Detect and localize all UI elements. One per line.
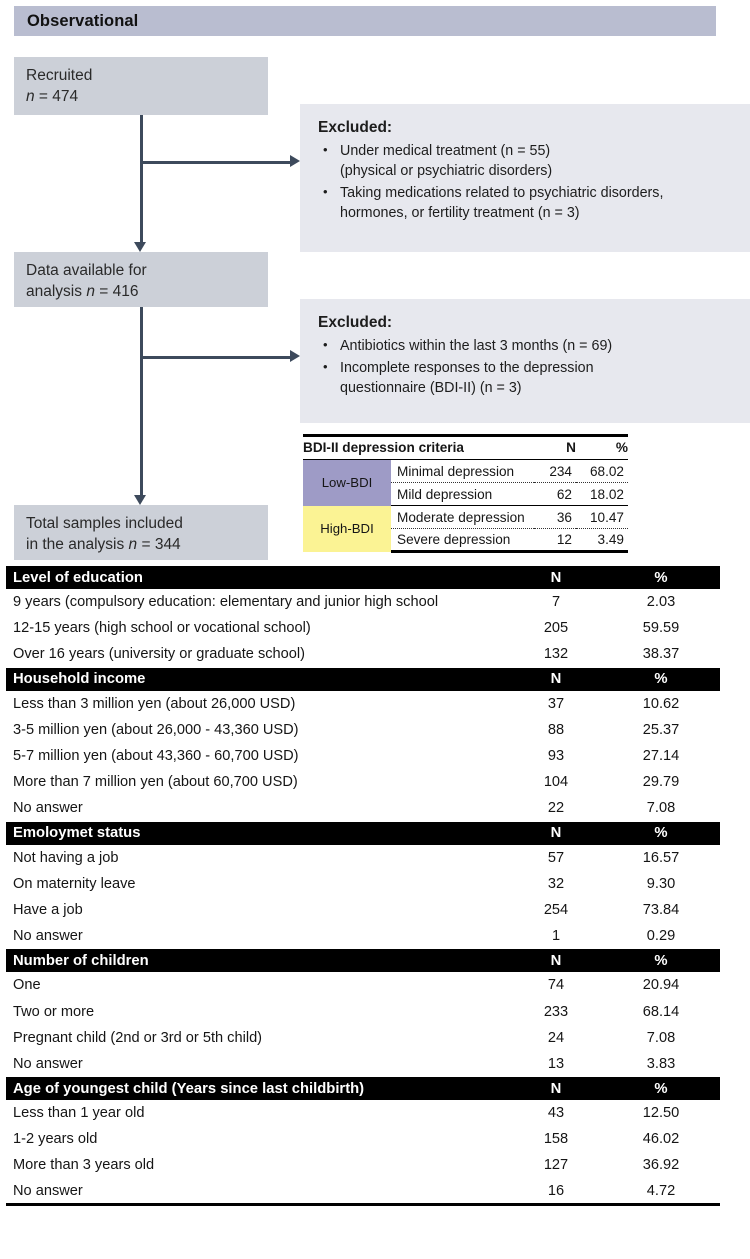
excluded-1-title: Excluded: [318, 119, 393, 136]
section-title: Household income [13, 671, 146, 688]
row-pct: 4.72 [602, 1179, 720, 1205]
row-label: Over 16 years (university or graduate school) [13, 646, 306, 663]
table-row [6, 998, 720, 1024]
column-header-n: N [550, 671, 562, 688]
bdi-row [303, 460, 628, 483]
row-label: Have a job [13, 901, 83, 918]
row-pct: 20.94 [642, 977, 680, 994]
row-label: Less than 1 year old [13, 1105, 145, 1122]
row-n: 88 [547, 721, 565, 738]
bdi-group-label: Low-BDI [303, 460, 391, 506]
row-pct: 9.30 [646, 875, 676, 892]
table-row [6, 972, 720, 998]
table-row [6, 897, 720, 923]
excluded-2-list [300, 337, 750, 398]
column-header-pct: % [654, 1080, 668, 1097]
row-pct: 68.14 [642, 1003, 680, 1020]
characteristics-table [6, 566, 720, 1206]
row-n: 158 [543, 1131, 569, 1148]
row-label: No answer [13, 800, 83, 817]
section-header-row [6, 822, 720, 845]
row-pct: 10.62 [642, 695, 680, 712]
column-header-n: N [550, 952, 562, 969]
row-pct: 2.03 [646, 594, 676, 611]
section-header-row [6, 566, 720, 589]
arrow-head-right-2 [290, 350, 300, 362]
row-label: No answer [13, 928, 83, 945]
row-pct: 46.02 [642, 1131, 680, 1148]
section-title: Emoloymet status [13, 825, 141, 841]
row-label: Not having a job [13, 849, 119, 866]
bdi-pct: 10.47 [576, 506, 628, 529]
bdi-n: 12 [534, 529, 576, 552]
row-pct: 36.92 [642, 1157, 680, 1174]
row-n: 37 [547, 695, 565, 712]
bdi-pct: 3.49 [576, 529, 628, 552]
column-header-pct: % [654, 952, 668, 969]
page-title: Observational [27, 11, 139, 30]
row-pct: 3.83 [646, 1055, 676, 1072]
bdi-col-n: N [534, 436, 576, 460]
table-row [6, 717, 720, 743]
table-row [6, 743, 720, 769]
row-n: 1 [551, 928, 561, 945]
excluded-box-2 [300, 299, 750, 423]
table-row [6, 1179, 720, 1205]
row-n: 127 [543, 1157, 569, 1174]
arrow-head-down-1 [134, 242, 146, 252]
table-row [6, 923, 720, 949]
bdi-criteria: Severe depression [391, 529, 534, 552]
row-pct: 73.84 [642, 901, 680, 918]
total-count: in the analysis n = 344 [26, 535, 181, 553]
arrow-head-right-1 [290, 155, 300, 167]
section-title: Age of youngest child (Years since last childbirth) [13, 1080, 365, 1097]
row-pct: 25.37 [642, 721, 680, 738]
row-n: 132 [543, 646, 569, 663]
row-n: 104 [543, 774, 569, 791]
section-title: Level of education [13, 569, 143, 586]
bdi-pct: 68.02 [576, 460, 628, 483]
excluded-1-list [300, 142, 750, 223]
bdi-criteria: Mild depression [391, 483, 534, 506]
bdi-col-pct: % [576, 436, 628, 460]
recruited-label: Recruited [26, 67, 93, 84]
excluded-2-title: Excluded: [318, 314, 393, 331]
arrow-head-down-2 [134, 495, 146, 505]
connector-line-2 [140, 307, 143, 496]
table-row [6, 1025, 720, 1051]
row-n: 24 [547, 1029, 565, 1046]
flow-box-total-samples [14, 505, 268, 560]
row-pct: 29.79 [642, 774, 680, 791]
table-row [6, 615, 720, 641]
table-row [6, 1152, 720, 1178]
table-row [6, 641, 720, 667]
observational-header-bar [14, 6, 716, 36]
row-label: 12-15 years (high school or vocational school) [13, 620, 311, 637]
available-count: analysis n = 416 [26, 282, 139, 300]
row-n: 93 [547, 748, 565, 765]
row-label: One [13, 977, 41, 994]
row-n: 13 [547, 1055, 565, 1072]
row-pct: 59.59 [642, 620, 680, 637]
bdi-n: 36 [534, 506, 576, 529]
bdi-criteria: Minimal depression [391, 460, 534, 483]
row-label: 9 years (compulsory education: elementary and junior high school [13, 594, 439, 611]
list-item: • Under medical treatment (n = 55) (physical or psychiatric disorders) [340, 142, 740, 181]
row-label: Less than 3 million yen (about 26,000 USD) [13, 695, 296, 712]
bdi-criteria-table [303, 434, 628, 553]
table-row [6, 845, 720, 871]
table-row [6, 1051, 720, 1077]
row-pct: 27.14 [642, 748, 680, 765]
row-label: 1-2 years old [13, 1131, 98, 1148]
excluded-box-1 [300, 104, 750, 252]
recruited-count: n = 474 [26, 87, 79, 105]
row-n: 57 [547, 849, 565, 866]
row-n: 205 [543, 620, 569, 637]
row-pct: 16.57 [642, 849, 680, 866]
flow-box-recruited [14, 57, 268, 115]
section-title: Number of children [13, 952, 149, 969]
column-header-pct: % [654, 569, 668, 586]
bdi-criteria: Moderate depression [391, 506, 534, 529]
bdi-n: 234 [534, 460, 576, 483]
list-item: • Taking medications related to psychiatric disorders, hormones, or fertility treatment (n = 3) [340, 184, 740, 223]
total-label: Total samples included [26, 515, 183, 532]
row-n: 32 [547, 875, 565, 892]
connector-line-to-excluded-1 [140, 161, 292, 164]
table-row [6, 691, 720, 717]
column-header-n: N [550, 825, 562, 841]
list-item: • Incomplete responses to the depression questionnaire (BDI-II) (n = 3) [340, 359, 740, 398]
bdi-pct: 18.02 [576, 483, 628, 506]
row-n: 43 [547, 1105, 565, 1122]
bdi-table [303, 434, 628, 553]
table-row [6, 871, 720, 897]
table-row [6, 1100, 720, 1126]
row-n: 254 [543, 901, 569, 918]
row-label: No answer [6, 1179, 510, 1205]
bdi-header-row [303, 436, 628, 460]
row-pct: 38.37 [642, 646, 680, 663]
row-label: 3-5 million yen (about 26,000 - 43,360 USD) [13, 721, 299, 738]
available-label: Data available for [26, 262, 147, 279]
row-label: Pregnant child (2nd or 3rd or 5th child) [13, 1029, 263, 1046]
column-header-n: N [550, 569, 562, 586]
row-label: No answer [13, 1055, 83, 1072]
row-label: 5-7 million yen (about 43,360 - 60,700 USD) [13, 748, 299, 765]
row-label: Two or more [13, 1003, 95, 1020]
row-n: 22 [547, 800, 565, 817]
table-row [6, 1126, 720, 1152]
bdi-title: BDI-II depression criteria [303, 436, 534, 460]
section-header-row [6, 949, 720, 972]
flowchart [0, 0, 750, 566]
column-header-pct: % [654, 671, 668, 688]
row-label: On maternity leave [13, 875, 136, 892]
table-row [6, 769, 720, 795]
row-n: 74 [547, 977, 565, 994]
row-pct: 12.50 [642, 1105, 680, 1122]
bdi-row [303, 506, 628, 529]
bdi-group-label: High-BDI [303, 506, 391, 552]
list-item: • Antibiotics within the last 3 months (n = 69) [340, 337, 740, 357]
table-row [6, 795, 720, 821]
row-pct: 7.08 [646, 800, 676, 817]
column-header-pct: % [654, 825, 668, 841]
section-header-row [6, 1077, 720, 1100]
section-header-row [6, 668, 720, 691]
table-row [6, 589, 720, 615]
bdi-n: 62 [534, 483, 576, 506]
connector-line-to-excluded-2 [140, 356, 292, 359]
connector-line-1 [140, 115, 143, 243]
flow-box-data-available [14, 252, 268, 307]
row-pct: 7.08 [646, 1029, 676, 1046]
row-n: 16 [510, 1179, 602, 1205]
row-label: More than 7 million yen (about 60,700 USD) [13, 774, 298, 791]
row-pct: 0.29 [646, 928, 676, 945]
column-header-n: N [550, 1080, 562, 1097]
row-label: More than 3 years old [13, 1157, 155, 1174]
row-n: 7 [551, 594, 561, 611]
row-n: 233 [543, 1003, 569, 1020]
